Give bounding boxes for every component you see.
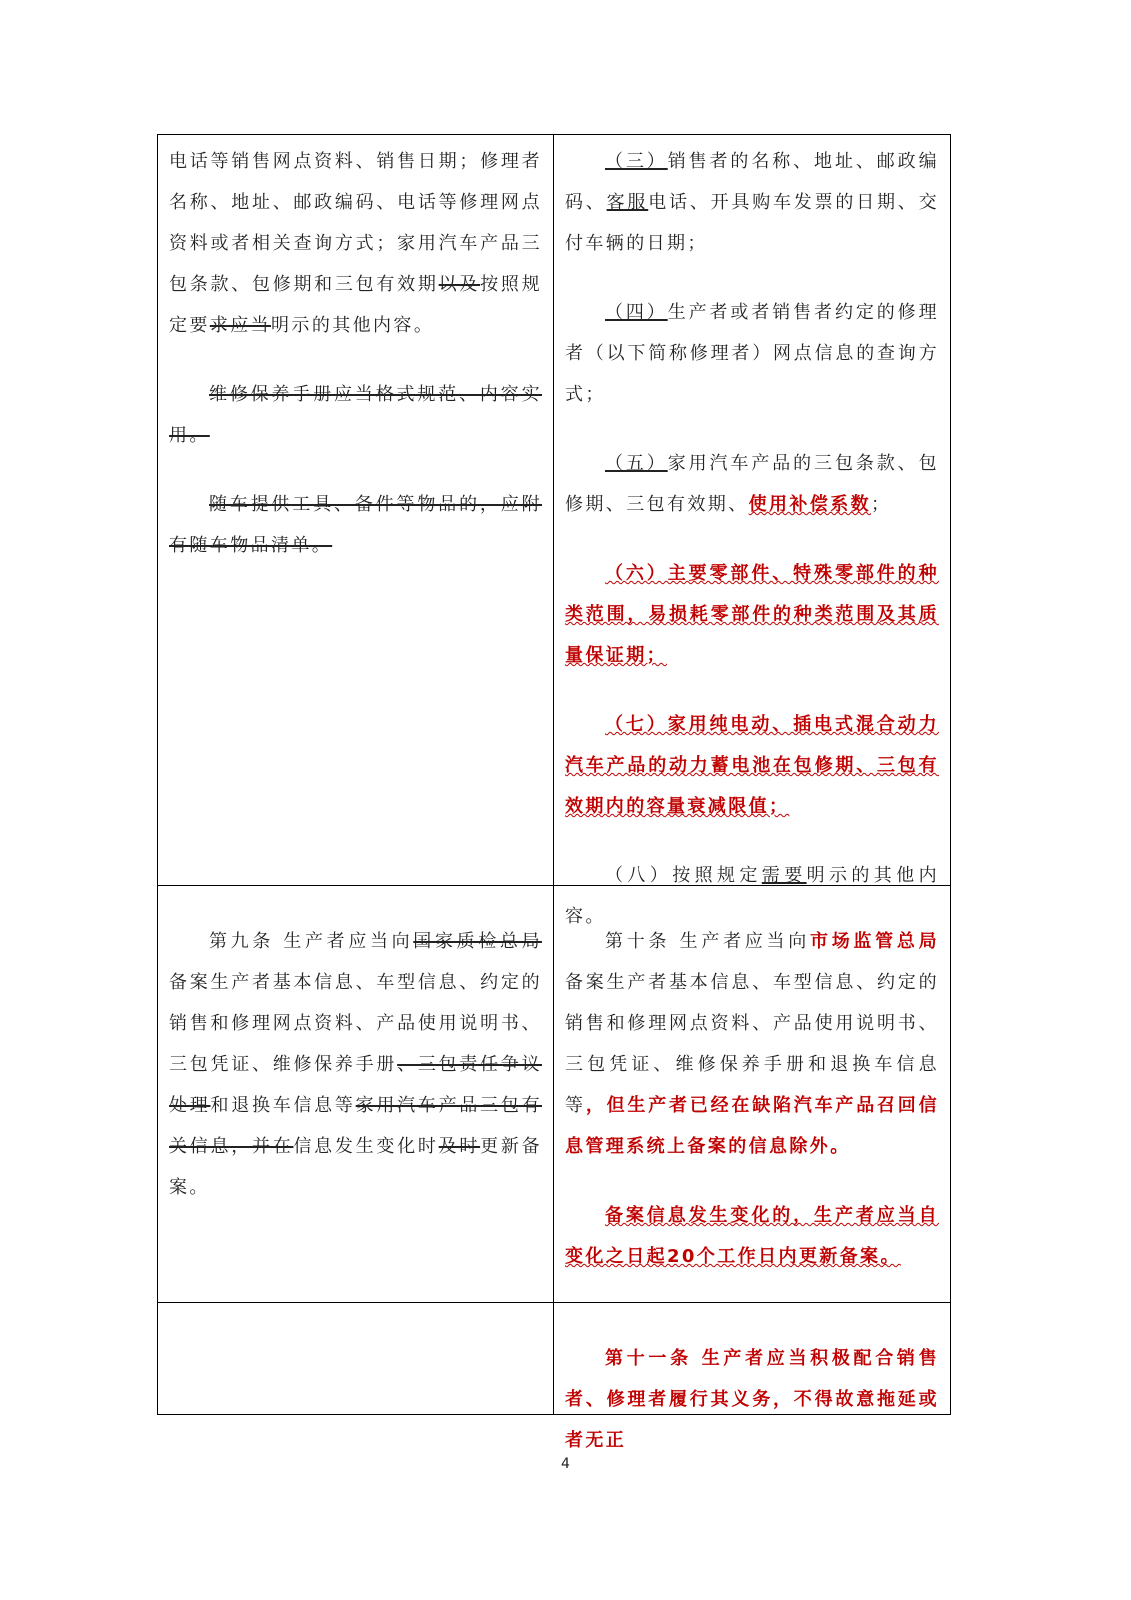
table-row — [158, 1302, 950, 1451]
deleted-text: 及时 — [438, 1136, 481, 1157]
inserted-text: （四） — [605, 302, 668, 323]
deleted-text: 以及 — [438, 274, 481, 295]
text: 电话、开具购车发票的日期、交付车辆的日期； — [565, 192, 939, 254]
text: 更新备案。 — [169, 1136, 542, 1198]
old-text-cell — [158, 135, 554, 885]
text: 第九条 生产者应当向 — [209, 931, 414, 952]
paragraph — [565, 553, 939, 676]
page-number: 4 — [561, 1456, 570, 1472]
text: 销售者的名称、地址、邮政编码、 — [565, 151, 939, 213]
paragraph — [565, 921, 939, 1167]
deleted-text: 国家质检总局 — [413, 931, 542, 952]
text: 明示的其他内容。 — [565, 865, 939, 927]
new-text: （六）主要零部件、特殊零部件的种类范围，易损耗零部件的种类范围及其质量保证期； — [565, 563, 939, 666]
inserted-text: （五） — [605, 453, 668, 474]
text: 家用汽车产品的三包条款、包修期、三包有效期、 — [565, 453, 939, 515]
paragraph — [169, 374, 542, 456]
new-text: 备案信息发生变化的，生产者应当自变化之日起20个工作日内更新备案。 — [565, 1205, 939, 1267]
deleted-text: 维修保养手册应当格式规范、内容实用。 — [169, 384, 542, 446]
new-text: 使用补偿系数 — [748, 494, 872, 515]
new-text: （七）家用纯电动、插电式混合动力汽车产品的动力蓄电池在包修期、三包有效期内的容量衰减限值； — [565, 714, 939, 817]
old-text-cell — [158, 886, 554, 1302]
new-text: 市场监管总局 — [809, 931, 939, 952]
paragraph — [565, 292, 939, 415]
paragraph — [565, 1338, 939, 1461]
new-text: 第十一条 生产者应当积极配合销售者、修理者履行其义务，不得故意拖延或者无正 — [565, 1348, 939, 1451]
text: ； — [871, 494, 892, 515]
deleted-text: 随车提供工具、备件等物品的，应附有随车物品清单。 — [169, 494, 542, 556]
paragraph — [169, 484, 542, 566]
text: 和退换车信息等 — [210, 1095, 356, 1116]
inserted-text: 需要 — [761, 865, 807, 886]
inserted-text: （三） — [605, 151, 668, 172]
text: 备案生产者基本信息、车型信息、约定的销售和修理网点资料、产品使用说明书、三包凭证、维修保养手册和退换车信息等 — [565, 972, 939, 1116]
old-text-cell — [158, 1303, 554, 1414]
paragraph — [565, 1195, 939, 1277]
text: 明示的其他内容。 — [271, 315, 435, 336]
comparison-table — [157, 134, 951, 1451]
text: 第十条 生产者应当向 — [605, 931, 810, 952]
new-text-cell — [554, 886, 950, 1302]
new-text-cell — [554, 1303, 950, 1451]
text: （八）按照规定 — [605, 865, 762, 886]
paragraph — [169, 921, 542, 1208]
deleted-text: 求应当 — [209, 315, 272, 336]
text: 按照规定要 — [169, 274, 542, 336]
paragraph — [565, 443, 939, 525]
text: 电话等销售网点资料、销售日期；修理者名称、地址、邮政编码、电话等修理网点资料或者相关查询方式；家用汽车产品三包条款、包修期和三包有效期 — [169, 151, 542, 295]
paragraph — [565, 141, 939, 264]
text: 备案生产者基本信息、车型信息、约定的销售和修理网点资料、产品使用说明书、三包凭证、维修保养手册 — [169, 972, 542, 1075]
text: 生产者或者销售者约定的修理者（以下简称修理者）网点信息的查询方式； — [565, 302, 939, 405]
table-row — [158, 885, 950, 1302]
deleted-text: 家用汽车产品三包有关信息，并在 — [169, 1095, 542, 1157]
deleted-text: 、三包责任争议处理 — [169, 1054, 542, 1116]
inserted-text: 客服 — [606, 192, 649, 213]
new-text-cell — [554, 135, 950, 927]
paragraph — [565, 704, 939, 827]
text: 信息发生变化时 — [293, 1136, 439, 1157]
paragraph — [169, 141, 542, 346]
new-text: ，但生产者已经在缺陷汽车产品召回信息管理系统上备案的信息除外。 — [565, 1095, 939, 1157]
table-row — [158, 135, 950, 927]
